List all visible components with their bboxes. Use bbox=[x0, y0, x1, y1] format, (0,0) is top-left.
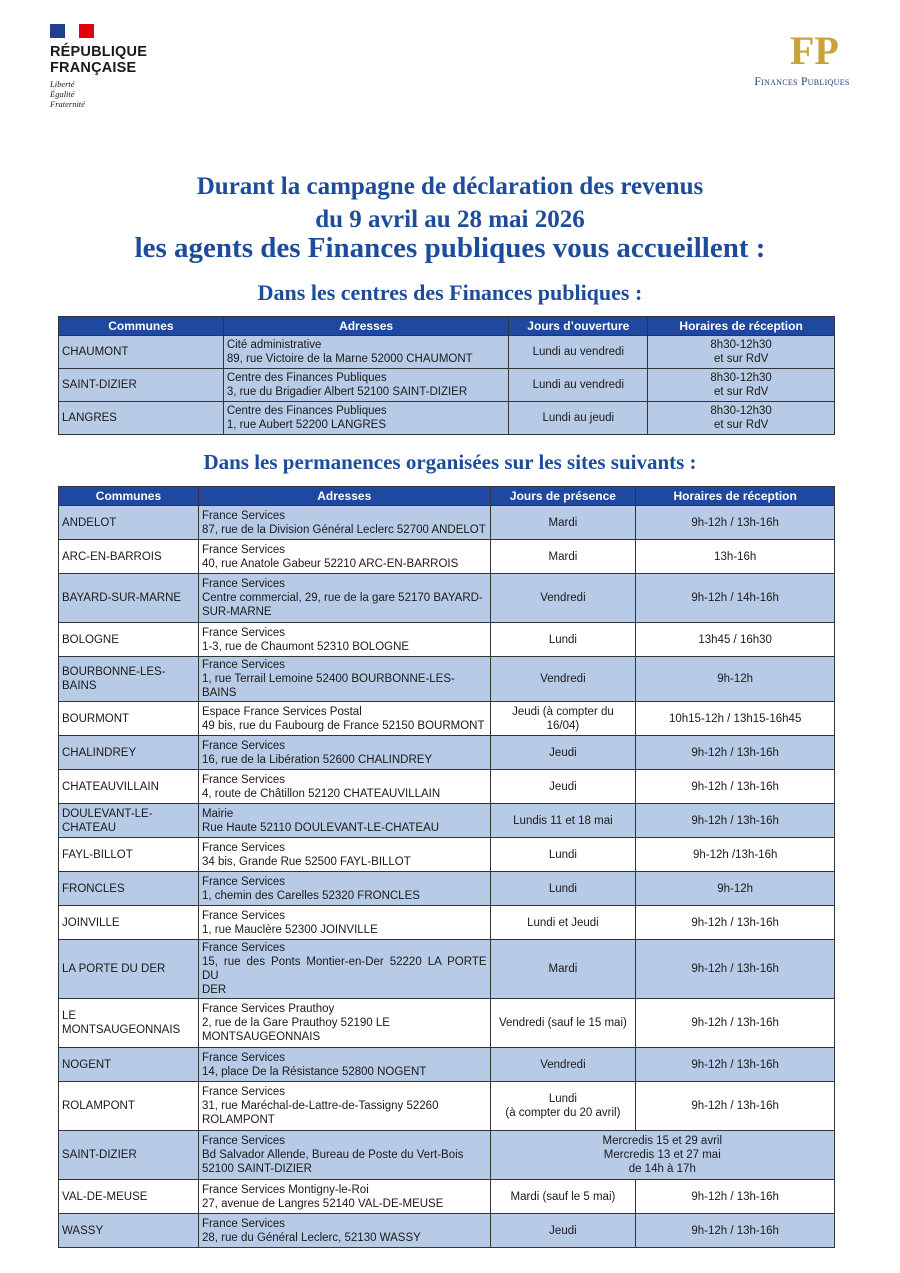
cell-line: France Services bbox=[201, 773, 286, 786]
republic-title bbox=[50, 44, 147, 76]
cell-line: 9h-12h / 13h-16h bbox=[691, 814, 779, 827]
commune-cell: ARC-EN-BARROIS bbox=[59, 540, 199, 574]
days-cell bbox=[490, 872, 636, 906]
cell-line: ROLAMPONT bbox=[201, 1114, 275, 1126]
motto-egalite: Égalité bbox=[50, 89, 75, 99]
cell-line: 1, chemin des Carelles 52320 FRONCLES bbox=[201, 889, 420, 902]
days-cell bbox=[490, 940, 636, 999]
fp-monogram-icon bbox=[732, 30, 872, 74]
hours-cell bbox=[636, 804, 835, 838]
commune-cell: LA PORTE DU DER bbox=[59, 940, 199, 999]
address-cell bbox=[223, 336, 509, 369]
days-cell bbox=[490, 623, 636, 657]
cell-line: 8h30-12h30 bbox=[710, 405, 772, 417]
commune-cell: BAYARD-SUR-MARNE bbox=[59, 574, 199, 623]
fp-name: Finances Publiques bbox=[754, 76, 850, 88]
table-header-row bbox=[59, 317, 835, 336]
hours-cell bbox=[648, 336, 835, 369]
commune-cell: LE MONTSAUGEONNAIS bbox=[59, 999, 199, 1048]
cell-line: 14, place De la Résistance 52800 NOGENT bbox=[201, 1065, 427, 1078]
commune-cell: CHATEAUVILLAIN bbox=[59, 770, 199, 804]
days-cell bbox=[490, 906, 636, 940]
table-row bbox=[59, 906, 835, 940]
cell-line: 9h-12h / 13h-16h bbox=[691, 516, 779, 529]
commune-cell: SAINT-DIZIER bbox=[59, 1131, 199, 1180]
title-welcome: les agents des Finances publiques vous accueillent : bbox=[134, 232, 766, 264]
hours-cell bbox=[636, 872, 835, 906]
address-cell bbox=[198, 999, 490, 1048]
cell-line: France Services bbox=[201, 1135, 286, 1147]
address-cell bbox=[198, 1048, 490, 1082]
cell-line: 27, avenue de Langres 52140 VAL-DE-MEUSE bbox=[201, 1197, 444, 1210]
address-cell bbox=[198, 1082, 490, 1131]
address-cell bbox=[198, 574, 490, 623]
days-cell bbox=[490, 999, 636, 1048]
days-cell bbox=[490, 574, 636, 623]
table-row bbox=[59, 770, 835, 804]
cell-line: France Services bbox=[201, 543, 286, 556]
hours-cell bbox=[636, 999, 835, 1048]
hours-cell bbox=[636, 506, 835, 540]
commune-cell: CHALINDREY bbox=[59, 736, 199, 770]
cell-line: 9h-12h bbox=[717, 882, 754, 895]
cell-line: 31, rue Maréchal-de-Lattre-de-Tassigny 52260 bbox=[201, 1100, 439, 1112]
hours-cell bbox=[636, 906, 835, 940]
days-cell bbox=[490, 838, 636, 872]
days-cell bbox=[490, 657, 636, 702]
permanences-table bbox=[58, 486, 835, 1248]
table-row bbox=[59, 804, 835, 838]
address-cell bbox=[198, 872, 490, 906]
commune-cell: VAL-DE-MEUSE bbox=[59, 1180, 199, 1214]
cell-line: 2, rue de la Gare Prauthoy 52190 LE bbox=[201, 1017, 390, 1029]
cell-line: France Services bbox=[201, 875, 286, 888]
table-row bbox=[59, 838, 835, 872]
hours-cell bbox=[636, 770, 835, 804]
table-row bbox=[59, 540, 835, 574]
cell-line: 40, rue Anatole Gabeur 52210 ARC-EN-BARROIS bbox=[201, 557, 459, 570]
cell-line: 1-3, rue de Chaumont 52310 BOLOGNE bbox=[201, 640, 410, 653]
column-header-horaires: Horaires de réception bbox=[648, 317, 835, 336]
flag-red-band bbox=[79, 24, 94, 38]
table-row bbox=[59, 702, 835, 736]
commune-cell: FRONCLES bbox=[59, 872, 199, 906]
cell-line: 8h30-12h30 bbox=[710, 372, 772, 384]
table-row bbox=[59, 1180, 835, 1214]
table-row bbox=[59, 657, 835, 702]
cell-line: Lundi bbox=[548, 1093, 577, 1105]
days-cell bbox=[490, 1180, 636, 1214]
cell-line: Vendredi bbox=[540, 1058, 586, 1071]
cell-line: 16/04) bbox=[546, 719, 580, 732]
hours-cell bbox=[636, 702, 835, 736]
cell-line: Jeudi bbox=[549, 746, 577, 759]
cell-line: Lundis 11 et 18 mai bbox=[513, 814, 613, 827]
hours-cell bbox=[636, 736, 835, 770]
cell-line: Jeudi bbox=[549, 1224, 577, 1237]
cell-line: et sur RdV bbox=[713, 353, 769, 365]
title-campaign bbox=[0, 170, 900, 236]
days-cell: Lundi au jeudi bbox=[509, 402, 648, 435]
table-row bbox=[59, 1082, 835, 1131]
cell-line: Lundi bbox=[548, 633, 577, 646]
hours-cell bbox=[636, 657, 835, 702]
cell-line: 49 bis, rue du Faubourg de France 52150 BOURMONT bbox=[201, 719, 485, 732]
cell-line: Centre des Finances Publiques bbox=[226, 372, 387, 384]
cell-line: 3, rue du Brigadier Albert 52100 SAINT-DIZIER bbox=[226, 386, 468, 398]
cell-line: 9h-12h / 13h-16h bbox=[691, 746, 779, 759]
address-cell bbox=[198, 1131, 490, 1180]
cell-line: France Services Prauthoy bbox=[201, 1003, 335, 1015]
days-cell bbox=[490, 540, 636, 574]
republic-line-1: RÉPUBLIQUE bbox=[50, 44, 148, 60]
cell-line: (à compter du 20 avril) bbox=[505, 1107, 621, 1119]
commune-cell: BOURMONT bbox=[59, 702, 199, 736]
address-cell bbox=[223, 369, 509, 402]
cell-line: MONTSAUGEONNAIS bbox=[201, 1031, 321, 1043]
table-row bbox=[59, 402, 835, 435]
cell-line: France Services bbox=[201, 578, 286, 590]
cell-line: 9h-12h /13h-16h bbox=[692, 848, 778, 861]
column-header-jours: Jours de présence bbox=[490, 487, 636, 506]
days-cell bbox=[490, 1214, 636, 1248]
cell-line: Vendredi (sauf le 15 mai) bbox=[498, 1017, 627, 1029]
cell-line: 1, rue Terrail Lemoine 52400 BOURBONNE-LES-BAINS bbox=[201, 673, 455, 699]
hours-cell bbox=[636, 838, 835, 872]
table-row bbox=[59, 336, 835, 369]
title-line-2: du 9 avril au 28 mai 2026 bbox=[315, 206, 585, 233]
commune-cell: DOULEVANT-LE-CHATEAU bbox=[59, 804, 199, 838]
table-header-row bbox=[59, 487, 835, 506]
address-cell bbox=[198, 940, 490, 999]
cell-line: Vendredi bbox=[540, 673, 586, 685]
days-cell: Lundi au vendredi bbox=[509, 369, 648, 402]
hours-cell bbox=[636, 540, 835, 574]
cell-line: Centre commercial, 29, rue de la gare 52170 BAYARD- bbox=[201, 592, 483, 604]
cell-line: 52100 SAINT-DIZIER bbox=[201, 1163, 312, 1175]
address-cell bbox=[223, 402, 509, 435]
cell-line: et sur RdV bbox=[713, 386, 769, 398]
cell-line: 9h-12h / 13h-16h bbox=[691, 780, 779, 793]
hours-cell bbox=[636, 1214, 835, 1248]
address-cell bbox=[198, 702, 490, 736]
cell-line: France Services bbox=[201, 1051, 286, 1064]
address-cell bbox=[198, 1214, 490, 1248]
cell-line: France Services bbox=[201, 659, 286, 671]
hours-cell bbox=[636, 1048, 835, 1082]
cell-line: Centre des Finances Publiques bbox=[226, 405, 387, 417]
cell-line: 13h-16h bbox=[714, 550, 757, 563]
table-row bbox=[59, 1214, 835, 1248]
cell-line: Espace France Services Postal bbox=[201, 705, 362, 718]
commune-cell: LANGRES bbox=[59, 402, 224, 435]
cell-line: 89, rue Victoire de la Marne 52000 CHAUMONT bbox=[226, 353, 473, 365]
cell-line: France Services bbox=[201, 739, 286, 752]
cell-line: 9h-12h bbox=[717, 673, 754, 685]
address-cell bbox=[198, 657, 490, 702]
commune-cell: WASSY bbox=[59, 1214, 199, 1248]
cell-line: 1, rue Mauclère 52300 JOINVILLE bbox=[201, 923, 378, 936]
hours-cell bbox=[648, 369, 835, 402]
republic-motto bbox=[50, 79, 147, 109]
address-cell bbox=[198, 506, 490, 540]
flag-white-band bbox=[65, 24, 80, 38]
cell-line: France Services bbox=[201, 509, 286, 522]
days-cell bbox=[490, 1048, 636, 1082]
cell-line: Mardi bbox=[548, 550, 578, 563]
days-cell bbox=[490, 702, 636, 736]
commune-cell: NOGENT bbox=[59, 1048, 199, 1082]
table-row bbox=[59, 999, 835, 1048]
cell-line: Jeudi bbox=[549, 780, 577, 793]
table-row bbox=[59, 1048, 835, 1082]
column-header-horaires: Horaires de réception bbox=[636, 487, 835, 506]
cell-line: Cité administrative bbox=[226, 339, 322, 351]
cell-line: de 14h à 17h bbox=[628, 1163, 696, 1175]
cell-line: 9h-12h / 13h-16h bbox=[691, 1058, 779, 1071]
cell-line: et sur RdV bbox=[713, 419, 769, 431]
cell-line: Jeudi (à compter du bbox=[512, 705, 614, 718]
address-cell bbox=[198, 623, 490, 657]
table-row bbox=[59, 940, 835, 999]
flag-blue-band bbox=[50, 24, 65, 38]
cell-line: DER bbox=[201, 984, 227, 996]
cell-line: France Services bbox=[201, 626, 286, 639]
address-cell bbox=[198, 906, 490, 940]
address-cell bbox=[198, 540, 490, 574]
commune-cell: JOINVILLE bbox=[59, 906, 199, 940]
days-cell bbox=[490, 770, 636, 804]
commune-cell: ROLAMPONT bbox=[59, 1082, 199, 1131]
cell-line: Lundi bbox=[548, 848, 577, 861]
cell-line: 9h-12h / 13h-16h bbox=[691, 963, 779, 975]
hours-cell bbox=[648, 402, 835, 435]
column-header-communes: Communes bbox=[59, 487, 199, 506]
commune-cell: SAINT-DIZIER bbox=[59, 369, 224, 402]
days-cell bbox=[490, 1082, 636, 1131]
address-cell bbox=[198, 770, 490, 804]
commune-cell: ANDELOT bbox=[59, 506, 199, 540]
hours-cell bbox=[636, 940, 835, 999]
cell-line: Mercredis 15 et 29 avril bbox=[602, 1135, 723, 1147]
cell-line: 9h-12h / 13h-16h bbox=[691, 916, 779, 929]
days-cell bbox=[490, 506, 636, 540]
commune-cell: BOLOGNE bbox=[59, 623, 199, 657]
cell-line: Vendredi bbox=[540, 592, 586, 604]
address-cell bbox=[198, 804, 490, 838]
cell-line: 16, rue de la Libération 52600 CHALINDREY bbox=[201, 753, 433, 766]
merged-schedule-cell bbox=[490, 1131, 834, 1180]
table-row bbox=[59, 872, 835, 906]
cell-line: 9h-12h / 13h-16h bbox=[691, 1190, 779, 1203]
cell-line: 9h-12h / 13h-16h bbox=[691, 1017, 779, 1029]
cell-line: Mardi bbox=[548, 963, 578, 975]
centres-table bbox=[58, 316, 835, 435]
commune-cell: BOURBONNE-LES-BAINS bbox=[59, 657, 199, 702]
cell-line: 1, rue Aubert 52200 LANGRES bbox=[226, 419, 386, 431]
days-cell bbox=[490, 804, 636, 838]
french-flag-icon bbox=[50, 24, 94, 38]
title-permanences: Dans les permanences organisées sur les sites suivants : bbox=[203, 450, 697, 474]
finances-publiques-logo bbox=[732, 30, 872, 88]
republic-line-2: FRANÇAISE bbox=[50, 60, 137, 76]
cell-line: Bd Salvador Allende, Bureau de Poste du Vert-Bois bbox=[201, 1149, 464, 1161]
hours-cell bbox=[636, 623, 835, 657]
cell-line: France Services Montigny-le-Roi bbox=[201, 1183, 369, 1196]
column-header-communes: Communes bbox=[59, 317, 224, 336]
cell-line: France Services bbox=[201, 909, 286, 922]
cell-line: Mercredis 13 et 27 mai bbox=[603, 1149, 721, 1161]
cell-line: France Services bbox=[201, 841, 286, 854]
column-header-adresses: Adresses bbox=[198, 487, 490, 506]
table-row bbox=[59, 1131, 835, 1180]
cell-line: France Services bbox=[201, 1217, 286, 1230]
address-cell bbox=[198, 1180, 490, 1214]
commune-cell: FAYL-BILLOT bbox=[59, 838, 199, 872]
address-cell bbox=[198, 736, 490, 770]
cell-line: Lundi et Jeudi bbox=[527, 916, 599, 929]
republique-francaise-logo bbox=[50, 24, 147, 109]
hours-cell bbox=[636, 1082, 835, 1131]
cell-line: SUR-MARNE bbox=[201, 606, 272, 618]
hours-cell bbox=[636, 574, 835, 623]
column-header-jours: Jours d’ouverture bbox=[509, 317, 648, 336]
cell-line: 28, rue du Général Leclerc, 52130 WASSY bbox=[201, 1231, 421, 1244]
table-row bbox=[59, 369, 835, 402]
days-cell: Lundi au vendredi bbox=[509, 336, 648, 369]
cell-line: 9h-12h / 13h-16h bbox=[691, 1224, 779, 1237]
cell-line: 87, rue de la Division Général Leclerc 52700 ANDELOT bbox=[201, 523, 486, 536]
column-header-adresses: Adresses bbox=[223, 317, 509, 336]
cell-line: 10h15-12h / 13h15-16h45 bbox=[668, 712, 802, 725]
cell-line: France Services bbox=[201, 1086, 286, 1098]
days-cell bbox=[490, 736, 636, 770]
cell-line: 13h45 / 16h30 bbox=[698, 633, 772, 646]
fp-monogram-letters: FP bbox=[790, 28, 839, 73]
cell-line: Mardi (sauf le 5 mai) bbox=[510, 1190, 616, 1203]
commune-cell: CHAUMONT bbox=[59, 336, 224, 369]
table-row bbox=[59, 574, 835, 623]
cell-line: Mairie bbox=[201, 807, 234, 820]
table-row bbox=[59, 506, 835, 540]
motto-fraternite: Fraternité bbox=[50, 99, 85, 109]
cell-line: 8h30-12h30 bbox=[710, 339, 772, 351]
table-row bbox=[59, 623, 835, 657]
address-cell bbox=[198, 838, 490, 872]
cell-line: 15, rue des Ponts Montier-en-Der 52220 LA PORTE DU bbox=[201, 956, 487, 982]
cell-line: Rue Haute 52110 DOULEVANT-LE-CHATEAU bbox=[201, 821, 440, 834]
table-row bbox=[59, 736, 835, 770]
cell-line: 9h-12h / 14h-16h bbox=[691, 592, 779, 604]
title-line-1: Durant la campagne de déclaration des revenus bbox=[196, 173, 704, 200]
cell-line: 4, route de Châtillon 52120 CHATEAUVILLAIN bbox=[201, 787, 441, 800]
cell-line: 34 bis, Grande Rue 52500 FAYL-BILLOT bbox=[201, 855, 411, 868]
hours-cell bbox=[636, 1180, 835, 1214]
motto-liberte: Liberté bbox=[50, 79, 75, 89]
title-centres: Dans les centres des Finances publiques : bbox=[257, 280, 643, 305]
cell-line: 9h-12h / 13h-16h bbox=[691, 1100, 779, 1112]
cell-line: Lundi bbox=[548, 882, 577, 895]
cell-line: Mardi bbox=[548, 516, 578, 529]
cell-line: France Services bbox=[201, 942, 286, 954]
